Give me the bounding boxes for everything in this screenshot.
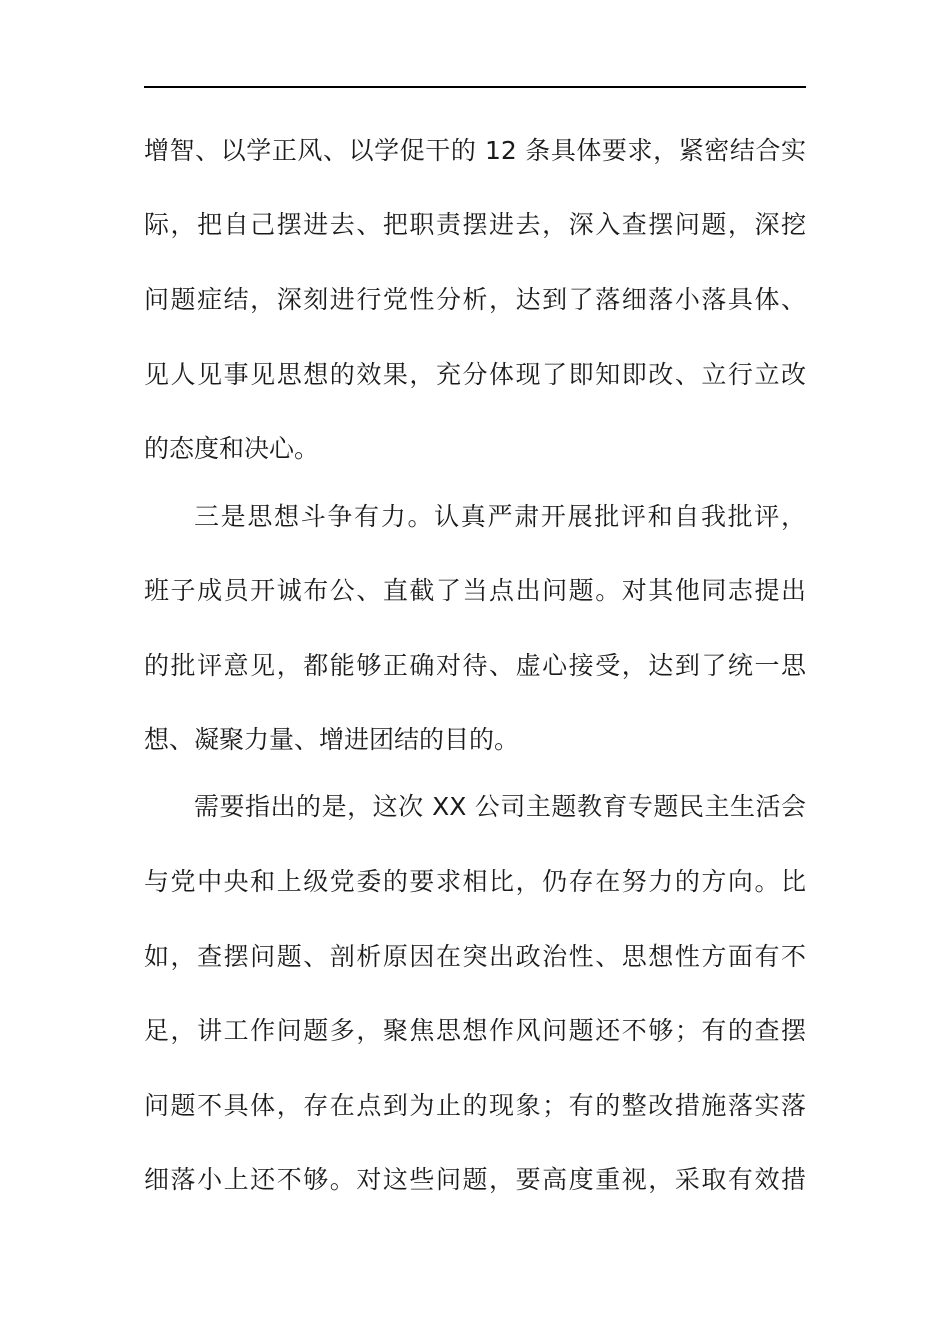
header-rule: [144, 86, 806, 88]
paragraph-2-line-3: 的批评意见，都能够正确对待、虚心接受，达到了统一思: [144, 651, 806, 680]
paragraph-1-line-2: 际，把自己摆进去、把职责摆进去，深入查摆问题，深挖: [144, 210, 806, 239]
paragraph-3-line-2: 与党中央和上级党委的要求相比，仍存在努力的方向。比: [144, 867, 806, 896]
paragraph-1-line-1: 增智、以学正风、以学促干的 12 条具体要求，紧密结合实: [144, 136, 806, 165]
paragraph-2-line-4: 想、凝聚力量、增进团结的目的。: [144, 725, 520, 754]
paragraph-1-line-3: 问题症结，深刻进行党性分析，达到了落细落小落具体、: [144, 285, 806, 314]
paragraph-3-line-3: 如，查摆问题、剖析原因在突出政治性、思想性方面有不: [144, 942, 806, 971]
paragraph-1-line-4: 见人见事见思想的效果，充分体现了即知即改、立行立改: [144, 360, 806, 389]
paragraph-2-line-1: 三是思想斗争有力。认真严肃开展批评和自我批评，: [194, 502, 806, 531]
paragraph-1-line-5: 的态度和决心。: [144, 434, 320, 463]
paragraph-3-line-4: 足，讲工作问题多，聚焦思想作风问题还不够；有的查摆: [144, 1016, 806, 1045]
paragraph-3-line-5: 问题不具体，存在点到为止的现象；有的整改措施落实落: [144, 1091, 806, 1120]
paragraph-3-line-1: 需要指出的是，这次 XX 公司主题教育专题民主生活会: [194, 792, 806, 821]
paragraph-2-line-2: 班子成员开诚布公、直截了当点出问题。对其他同志提出: [144, 576, 806, 605]
paragraph-3-line-6: 细落小上还不够。对这些问题，要高度重视，采取有效措: [144, 1165, 806, 1194]
